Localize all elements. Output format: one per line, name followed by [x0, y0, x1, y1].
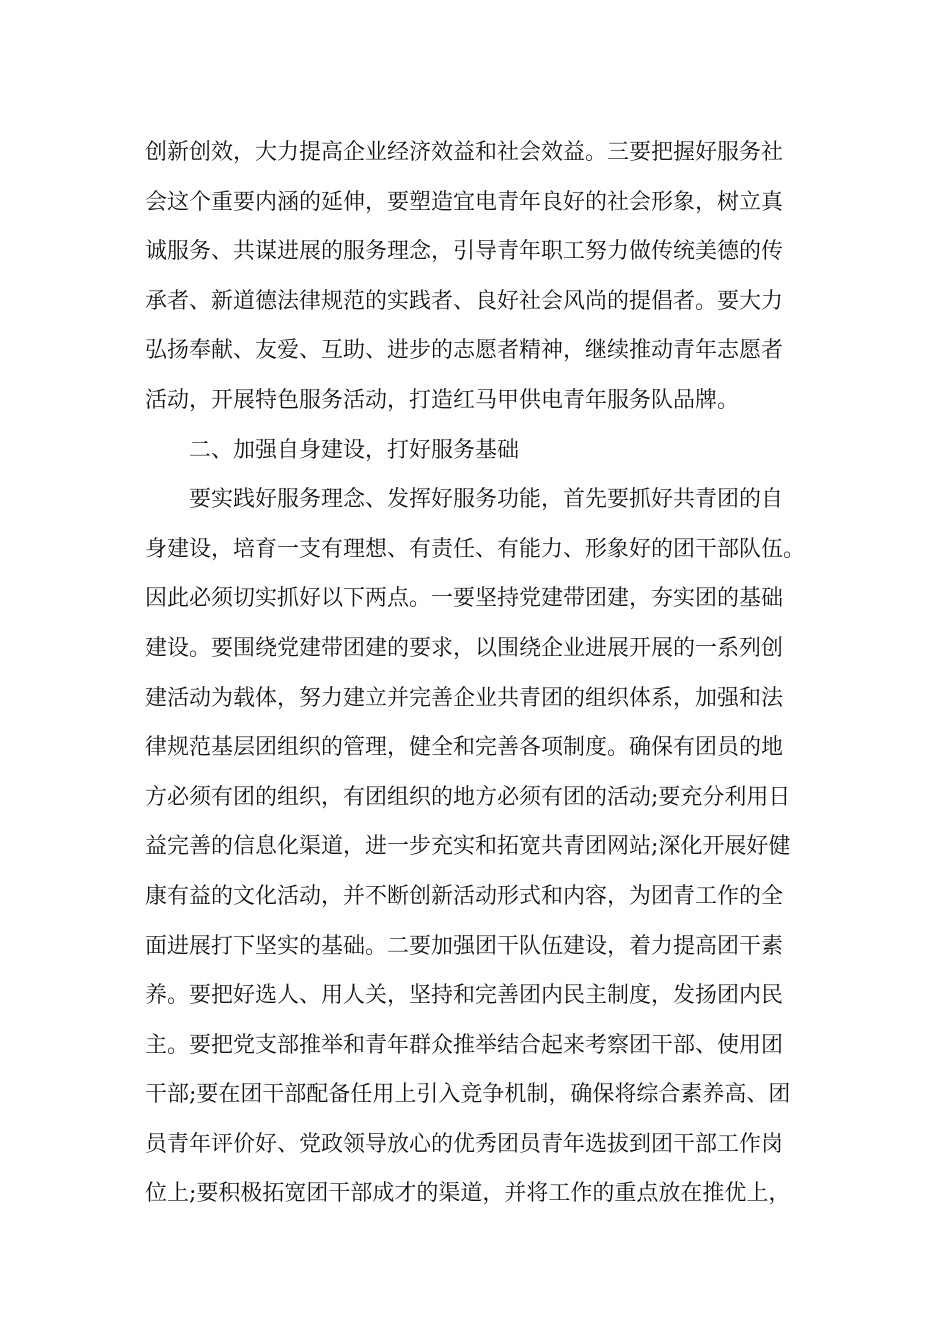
document-body	[145, 128, 825, 1219]
text-line: 会这个重要内涵的延伸，要塑造宜电青年良好的社会形象，树立真	[145, 189, 784, 215]
text-line: 益完善的信息化渠道，进一步充实和拓宽共青团网站;深化开展好健	[145, 834, 791, 860]
text-line: 方必须有团的组织，有团组织的地方必须有团的活动;要充分利用日	[145, 784, 791, 810]
text-line: 要实践好服务理念、发挥好服务功能，首先要抓好共青团的自	[189, 487, 784, 513]
text-line: 员青年评价好、党政领导放心的优秀团员青年选拔到团干部工作岗	[145, 1131, 784, 1157]
text-line: 主。要把党支部推举和青年群众推举结合起来考察团干部、使用团	[145, 1032, 784, 1058]
text-line: 身建设，培育一支有理想、有责任、有能力、形象好的团干部队伍。	[145, 536, 806, 562]
text-line: 诚服务、共谋进展的服务理念，引导青年职工努力做传统美德的传	[145, 239, 784, 265]
text-line: 弘扬奉献、友爱、互助、进步的志愿者精神，继续推动青年志愿者	[145, 338, 784, 364]
text-line: 面进展打下坚实的基础。二要加强团干队伍建设，着力提高团干素	[145, 933, 784, 959]
section-heading: 二、加强自身建设，打好服务基础	[189, 437, 520, 463]
text-line: 因此必须切实抓好以下两点。一要坚持党建带团建，夯实团的基础	[145, 586, 784, 612]
text-line: 创新创效，大力提高企业经济效益和社会效益。三要把握好服务社	[145, 140, 784, 165]
text-line: 建设。要围绕党建带团建的要求，以围绕企业进展开展的一系列创	[145, 635, 784, 661]
text-line: 养。要把好选人、用人关，坚持和完善团内民主制度，发扬团内民	[145, 983, 784, 1009]
text-line: 建活动为载体，努力建立并完善企业共青团的组织体系，加强和法	[145, 685, 784, 711]
text-line: 承者、新道德法律规范的实践者、良好社会风尚的提倡者。要大力	[145, 288, 784, 314]
text-line: 活动，开展特色服务活动，打造红马甲供电青年服务队品牌。	[145, 387, 740, 413]
text-line: 位上;要积极拓宽团干部成才的渠道，并将工作的重点放在推优上，	[145, 1181, 791, 1207]
text-line: 律规范基层团组织的管理，健全和完善各项制度。确保有团员的地	[145, 735, 784, 761]
text-line: 干部;要在团干部配备任用上引入竞争机制，确保将综合素养高、团	[145, 1082, 791, 1108]
text-line: 康有益的文化活动，并不断创新活动形式和内容，为团青工作的全	[145, 883, 784, 909]
